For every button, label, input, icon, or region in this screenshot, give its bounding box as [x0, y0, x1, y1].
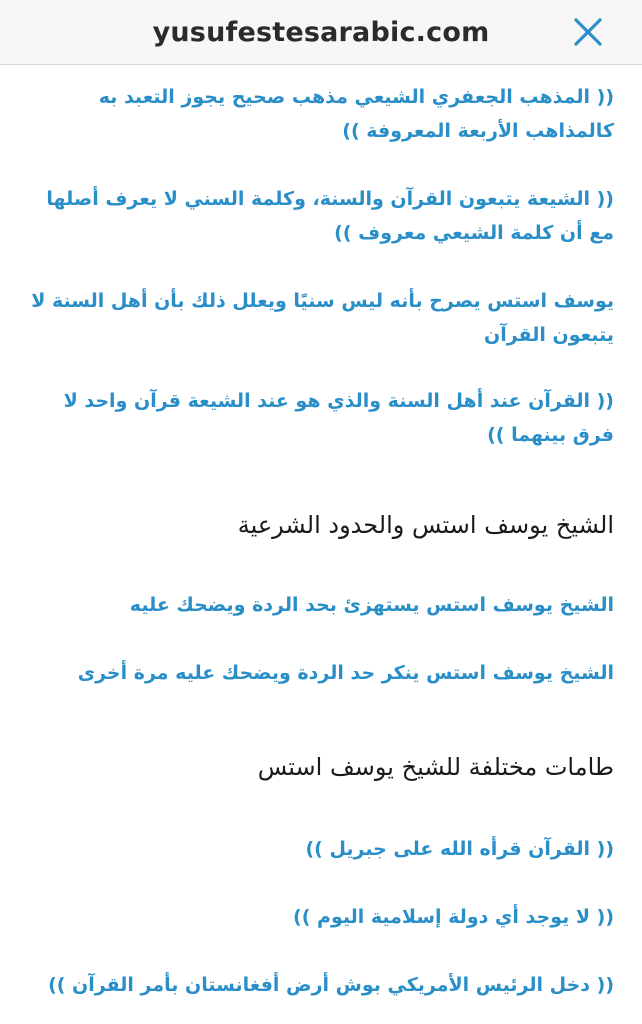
article-link[interactable]: (( المذهب الجعفري الشيعي مذهب صحيح يجوز التعبد به كالمذاهب الأربعة المعروفة )) [98, 86, 614, 142]
close-icon [572, 16, 604, 48]
article-link[interactable]: (( لا يوجد أي دولة إسلامية اليوم )) [293, 906, 614, 928]
article-link[interactable]: (( القرآن عند أهل السنة والذي هو عند الشيعة قرآن واحد لا فرق بينهما )) [63, 390, 614, 446]
top-bar [0, 0, 642, 65]
site-title: yusufestesarabic.com [152, 16, 490, 48]
article-link[interactable]: الشيخ يوسف استس يستهزئ بحد الردة ويضحك عليه [129, 594, 614, 616]
article-link[interactable]: الشيخ يوسف استس ينكر حد الردة ويضحك عليه مرة أخرى [77, 662, 614, 684]
close-button[interactable] [568, 12, 608, 52]
article-link[interactable]: (( دخل الرئيس الأمريكي بوش أرض أفغانستان بأمر القرآن )) [48, 974, 614, 996]
section-heading: طامات مختلفة للشيخ يوسف استس [257, 753, 614, 781]
article-link[interactable]: (( القرآن قرأه الله على جبريل )) [305, 838, 614, 860]
article-link[interactable]: (( الشيعة يتبعون القرآن والسنة، وكلمة السني لا يعرف أصلها مع أن كلمة الشيعي معروف )) [46, 188, 614, 244]
article-link[interactable]: يوسف استس يصرح بأنه ليس سنيًا ويعلل ذلك بأن أهل السنة لا يتبعون القرآن [31, 290, 614, 346]
section-heading: الشيخ يوسف استس والحدود الشرعية [237, 511, 614, 539]
